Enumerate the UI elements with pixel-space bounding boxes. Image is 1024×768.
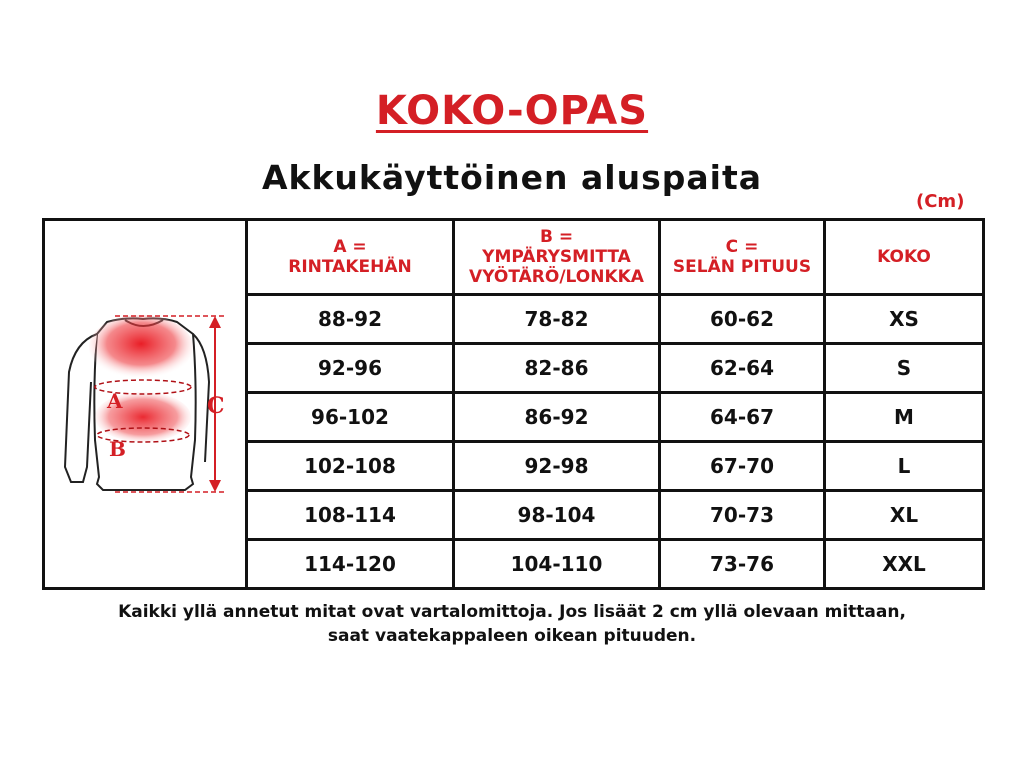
cell-chest: 114-120 [247, 540, 454, 589]
cell-chest: 96-102 [247, 393, 454, 442]
cell-size: XL [825, 491, 984, 540]
cell-back-length: 62-64 [660, 344, 825, 393]
footnote-line-1: Kaikki yllä annetut mitat ovat vartalomittoja. Jos lisäät 2 cm yllä olevaan mittaan, [118, 602, 906, 622]
cell-size: M [825, 393, 984, 442]
product-name: Akkukäyttöinen aluspaita [262, 158, 762, 197]
cell-waist-hip: 82-86 [454, 344, 660, 393]
header-row [44, 220, 984, 295]
chest-heat-zone [89, 315, 193, 379]
cell-chest: 108-114 [247, 491, 454, 540]
cell-back-length: 67-70 [660, 442, 825, 491]
footnote-line-2: saat vaatekappaleen oikean pituuden. [327, 626, 697, 646]
header-back-length: C = SELÄN PITUUS [660, 220, 825, 295]
cell-chest: 102-108 [247, 442, 454, 491]
label-c: C [207, 392, 225, 419]
cell-waist-hip: 98-104 [454, 491, 660, 540]
size-table [42, 218, 985, 590]
cell-size: L [825, 442, 984, 491]
cell-back-length: 73-76 [660, 540, 825, 589]
footnote [0, 600, 1024, 648]
cell-waist-hip: 104-110 [454, 540, 660, 589]
cell-waist-hip: 92-98 [454, 442, 660, 491]
cell-back-length: 60-62 [660, 295, 825, 344]
cell-size: XXL [825, 540, 984, 589]
label-b: B [109, 436, 126, 461]
shirt-illustration-cell [44, 220, 247, 589]
cell-back-length: 70-73 [660, 491, 825, 540]
cell-chest: 88-92 [247, 295, 454, 344]
shirt-illustration [45, 222, 245, 583]
unit-label: (Cm) [916, 191, 965, 212]
cell-back-length: 64-67 [660, 393, 825, 442]
cell-waist-hip: 86-92 [454, 393, 660, 442]
header-chest: A = RINTAKEHÄN [247, 220, 454, 295]
header-waist-hip: B = YMPÄRYSMITTA VYÖTÄRÖ/LONKKA [454, 220, 660, 295]
cell-waist-hip: 78-82 [454, 295, 660, 344]
cell-size: XS [825, 295, 984, 344]
cell-size: S [825, 344, 984, 393]
page-title: KOKO-OPAS [375, 88, 649, 134]
label-a: A [107, 388, 123, 413]
header-size: KOKO [825, 220, 984, 295]
cell-chest: 92-96 [247, 344, 454, 393]
